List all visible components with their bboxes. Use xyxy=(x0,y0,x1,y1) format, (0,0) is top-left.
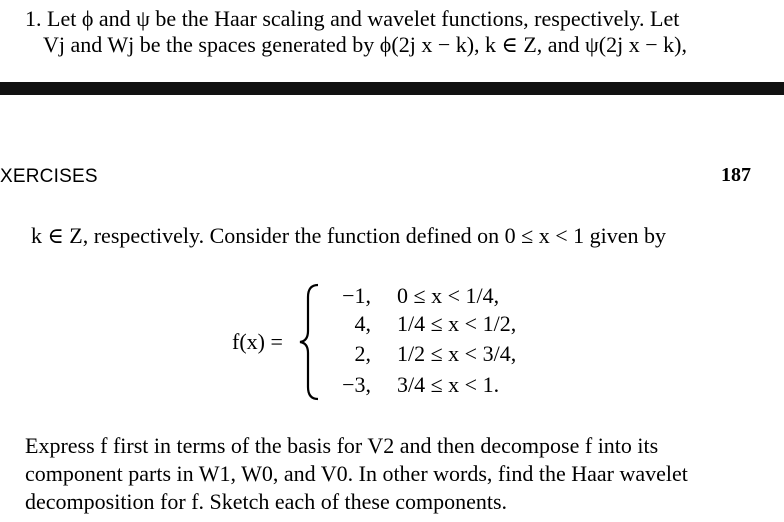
exercise-continuation: k ∈ Z, respectively. Consider the function defined on 0 ≤ x < 1 given by xyxy=(31,223,667,248)
case-value: −3, xyxy=(342,372,371,397)
function-label: f(x) = xyxy=(232,329,283,354)
case-condition: 3/4 ≤ x < 1. xyxy=(397,372,500,397)
instruction-line-1: Express f first in terms of the basis for V2 and then decompose f into its xyxy=(25,433,659,458)
instruction-line-2: component parts in W1, W0, and V0. In other words, find the Haar wavelet xyxy=(25,461,688,486)
case-condition: 1/4 ≤ x < 1/2, xyxy=(397,311,517,336)
instruction-line-3: decomposition for f. Sketch each of these components. xyxy=(25,489,508,514)
exercise-intro-line-1: 1. Let ϕ and ψ be the Haar scaling and wavelet functions, respectively. Let xyxy=(25,6,680,31)
case-condition: 0 ≤ x < 1/4, xyxy=(397,283,500,308)
exercise-intro-line-2: Vj and Wj be the spaces generated by ϕ(2j x − k), k ∈ Z, and ψ(2j x − k), xyxy=(43,32,687,57)
case-value: −1, xyxy=(342,283,371,308)
page-number: 187 xyxy=(721,164,751,186)
case-condition: 1/2 ≤ x < 3/4, xyxy=(397,341,517,366)
case-value: 2, xyxy=(354,341,371,366)
page-divider xyxy=(0,82,784,95)
left-brace xyxy=(298,283,320,401)
running-header-section: XERCISES xyxy=(0,166,98,187)
previous-page-fragment xyxy=(0,0,784,82)
case-value: 4, xyxy=(354,311,371,336)
